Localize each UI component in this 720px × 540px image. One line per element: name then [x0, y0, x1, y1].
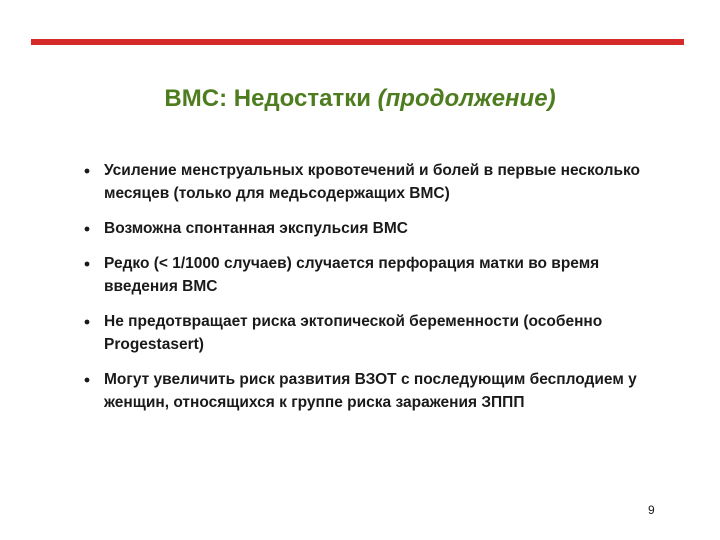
bullet-icon [81, 258, 93, 270]
bullet-icon [81, 316, 93, 328]
bullet-text: Усиление менструальных кровотечений и болей в первые несколько месяцев (только для медьсодержащих ВМС) [104, 162, 641, 202]
page-number: 9 [648, 503, 655, 517]
bullet-item [80, 310, 670, 356]
bullet-icon [81, 223, 93, 235]
bullet-item [80, 252, 670, 298]
bullet-icon [81, 374, 93, 386]
bullet-text: Могут увеличить риск развития ВЗОТ с последующим бесплодием у женщин, относящихся к группе риска заражения ЗППП [104, 371, 637, 411]
title-subtitle: (продолжение) [377, 85, 556, 112]
bullet-icon [81, 165, 93, 177]
bullet-list [80, 159, 670, 426]
bullet-item [80, 368, 670, 414]
slide-title [0, 84, 720, 114]
bullet-text: Не предотвращает риска эктопической беременности (особенно Progestasert) [104, 313, 603, 353]
bullet-text: Возможна спонтанная экспульсия ВМС [104, 220, 408, 237]
bullet-item [80, 159, 670, 205]
top-accent-rule [31, 39, 684, 45]
bullet-item [80, 217, 670, 240]
bullet-text: Редко (< 1/1000 случаев) случается перфорация матки во время введения ВМС [104, 255, 600, 295]
title-main: ВМС: Недостатки [164, 85, 371, 112]
